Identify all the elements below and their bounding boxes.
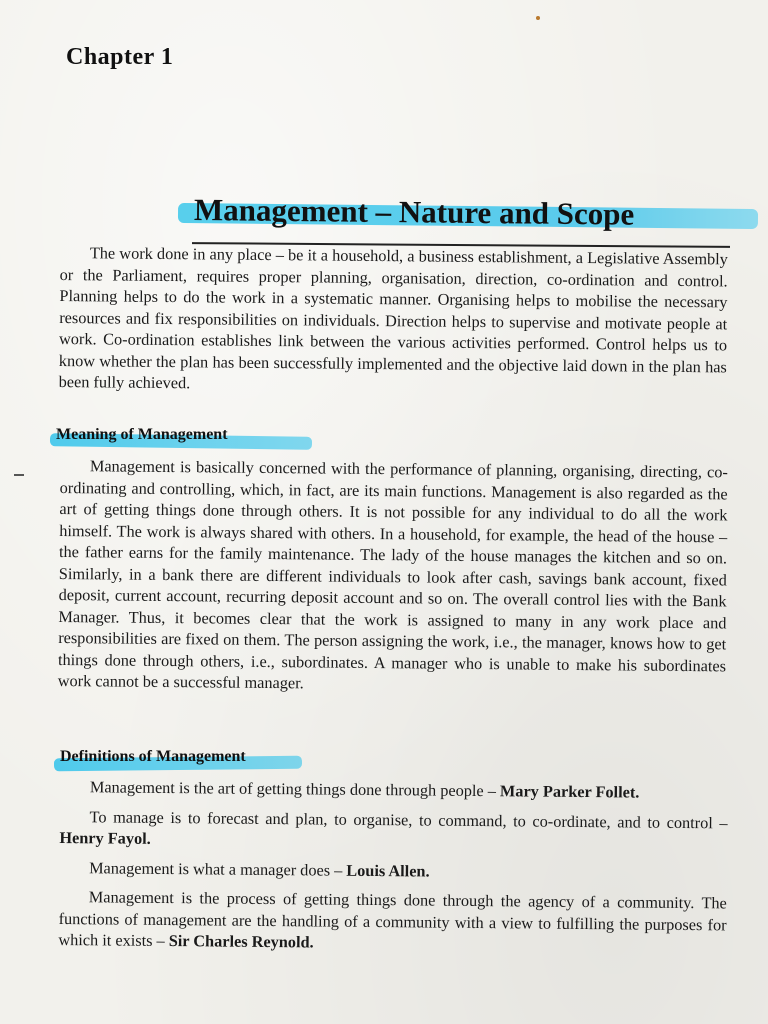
- definition-text: Management is the process of getting things done through the agency of a community. The functions of management are the handling of a community with a view to fulfilling the purposes for which it exists –: [58, 887, 727, 951]
- ink-spot: [536, 16, 540, 20]
- definition-author: Louis Allen.: [346, 860, 430, 881]
- definition-text: Management is what a manager does –: [89, 857, 347, 880]
- title-block: [186, 190, 746, 240]
- meaning-heading: [56, 426, 228, 444]
- meaning-paragraph: Management is basically concerned with the performance of planning, organising, directing, co-ordinating and controlling, which, in fact, are its main functions. Management is also regarded as the art of getting things done through others. It is not possible for any individual to do all the work himself. The work is always shared with others. In a household, for example, the head of the house – the father earns for the family maintenance. The lady of the house manages the kitchen and so on. Similarly, in a bank there are different individuals to look after cash, savings bank account, fixed deposit, current account, recurring deposit account and so on. The overall control lies with the Bank Manager. Thus, it becomes clear that the work is assigned to many in any work place and responsibilities are fixed on them. The person assigning the work, i.e., the manager, knows how to get things done through others, i.e., subordinates. A manager who is unable to make his subordinates work cannot be a successful manager.: [57, 456, 728, 693]
- margin-mark: [14, 474, 24, 476]
- definition-item: [59, 856, 727, 884]
- page-title: Management – Nature and Scope: [193, 192, 635, 232]
- definition-item: [58, 886, 727, 957]
- meaning-heading-text: Meaning of Management: [56, 426, 228, 443]
- definition-author: Henry Fayol.: [59, 827, 151, 848]
- definitions-list: [58, 776, 728, 965]
- definition-text: To manage is to forecast and plan, to organise, to command, to co-ordinate, and to control –: [89, 806, 728, 832]
- chapter-label: Chapter 1: [66, 44, 174, 70]
- definition-text: Management is the art of getting things done through people –: [89, 777, 501, 801]
- definitions-heading-text: Definitions of Management: [60, 748, 246, 765]
- definition-author: Sir Charles Reynold.: [168, 931, 314, 952]
- definition-item: [59, 805, 727, 854]
- definitions-heading: [60, 748, 246, 766]
- definition-author: Mary Parker Follet.: [499, 781, 640, 802]
- definition-item: [60, 776, 728, 804]
- intro-paragraph: The work done in any place – be it a household, a business establishment, a Legislative Assembly or the Parliament, requires proper planning, organisation, direction, co-ordination and control. Planning helps to do the work in a systematic manner. Organising helps to mobilise the necessary resources and fix responsibilities on individuals. Direction helps to supervise and motivate people at work. Co-ordination establishes link between the various activities performed. Control helps us to know whether the plan has been successfully implemented and the objective laid down in the plan has been fully achieved.: [58, 243, 728, 393]
